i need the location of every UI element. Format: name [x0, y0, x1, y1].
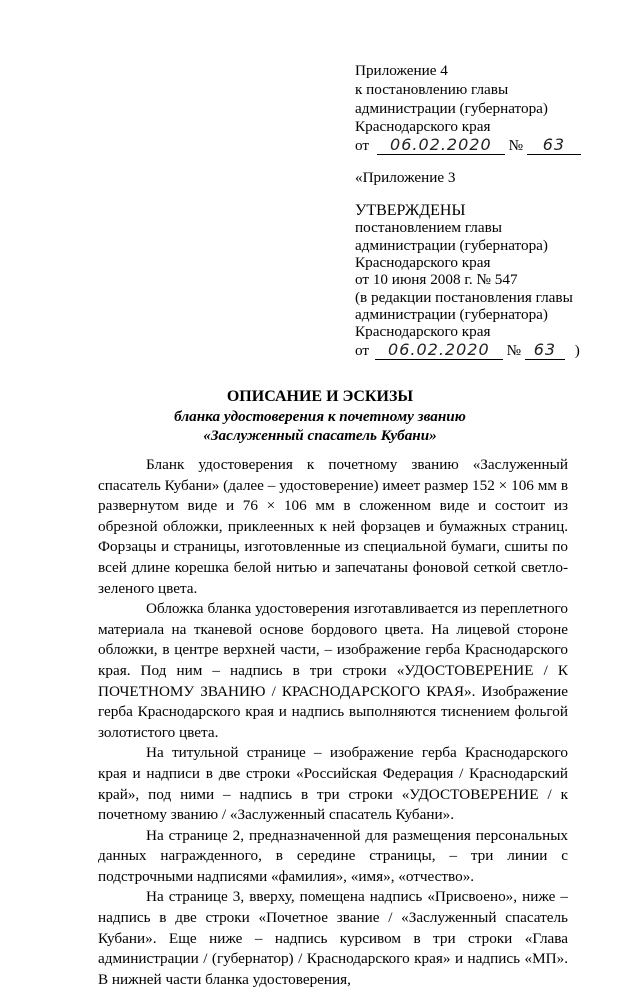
document-subheading-1: бланка удостоверения к почетному званию — [174, 408, 466, 425]
appendix-date: 06.02.2020 — [377, 136, 505, 155]
appendix-line-1: к постановлению главы — [355, 81, 509, 98]
approved-line-1: постановлением главы — [355, 219, 502, 236]
approved-number: 63 — [525, 341, 565, 360]
appendix-title: Приложение 4 — [355, 62, 448, 79]
approved-date: 06.02.2020 — [375, 341, 503, 360]
approved-line-7: Краснодарского края — [355, 323, 491, 340]
appendix-number-prefix: № — [508, 137, 524, 154]
approved-line-5: (в редакции постановления главы — [355, 289, 573, 306]
body-paragraph-5: На странице 3, вверху, помещена надпись «Присвоено», ниже – надпись в две строки «Почетное звание / «Заслуженный спасатель Кубани». Еще ниже – надпись курсивом в три строки «Глава администрации / (губернатор) / Краснодарского края» и надпись «МП». В нижней части бланка удостоверения, — [98, 888, 568, 988]
body-paragraph-1: Бланк удостоверения к почетному званию «Заслуженный спасатель Кубани» (далее – удостоверение) имеет размер 152 × 106 мм в развернутом виде и 76 × 106 мм в сложенном виде и состоит из обрезной обложки, приклеенных к ней форзацев и бумажных страниц. Форзацы и страницы, изготовленные из специальной бумаги, сшиты по всей длине корешка белой нитью и запечатаны фоновой сеткой светло-зеленого цвета. — [98, 456, 568, 597]
body-paragraph-3: На титульной странице – изображение герба Краснодарского края и надписи в две строки «Российская Федерация / Краснодарский край», под ними – надпись в три строки «УДОСТОВЕРЕНИЕ / к почетному званию / «Заслуженный спасатель Кубани». — [98, 744, 568, 824]
approved-line-4: от 10 июня 2008 г. № 547 — [355, 271, 518, 288]
appendix-date-prefix: от — [355, 137, 370, 154]
approved-close-paren: ) — [574, 342, 580, 359]
approved-date-prefix: от — [355, 342, 370, 359]
appendix-line-2: администрации (губернатора) — [355, 100, 548, 117]
appendix-line-3: Краснодарского края — [355, 118, 491, 135]
approved-line-3: Краснодарского края — [355, 254, 491, 271]
body-paragraph-2: Обложка бланка удостоверения изготавливается из переплетного материала на тканевой основе бордового цвета. На лицевой стороне обложки, в центре верхней части, – изображение герба Краснодарского края. Под ним – надпись в три строки «УДОСТОВЕРЕНИЕ / К ПОЧЕТНОМУ ЗВАНИЮ / КРАСНОДАРСКОГО КРАЯ». Изображение герба Краснодарского края и надпись выполняются тиснением фольгой золотистого цвета. — [98, 600, 568, 741]
body-paragraph-4: На странице 2, предназначенной для размещения персональных данных награжденного, в середине страницы, – три линии с подстрочными надписями «фамилия», «имя», «отчество». — [98, 826, 568, 885]
document-subheading-2: «Заслуженный спасатель Кубани» — [203, 427, 437, 444]
approved-title: УТВЕРЖДЕНЫ — [355, 202, 466, 219]
approved-date-row — [355, 341, 580, 360]
appendix-date-row — [355, 136, 581, 155]
approved-line-2: администрации (губернатора) — [355, 237, 548, 254]
approved-line-6: администрации (губернатора) — [355, 306, 548, 323]
document-heading: ОПИСАНИЕ И ЭСКИЗЫ — [226, 388, 414, 405]
approved-quote-title: «Приложение 3 — [355, 169, 456, 186]
appendix-number: 63 — [527, 136, 581, 155]
document-body — [98, 455, 568, 990]
approved-number-prefix: № — [506, 342, 522, 359]
